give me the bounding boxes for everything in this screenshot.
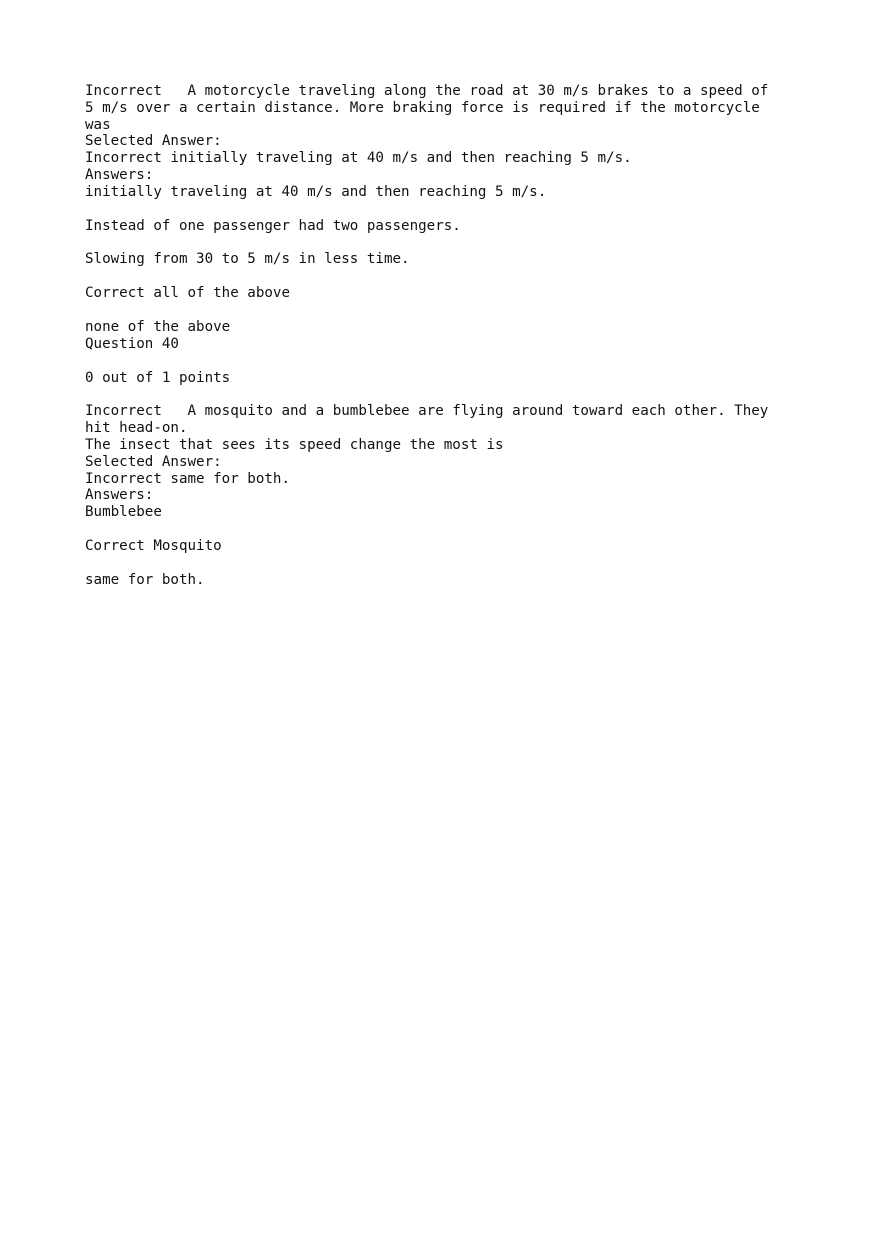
q40-selected-answer-label: Selected Answer:	[85, 453, 222, 470]
q39-answer-option: Correct all of the above	[85, 285, 290, 302]
q40-answer-option: Bumblebee	[85, 504, 162, 521]
spacer	[85, 555, 805, 572]
spacer	[85, 386, 805, 403]
spacer	[85, 201, 805, 218]
q40-prompt-line-2: hit head-on.	[85, 420, 188, 437]
spacer	[85, 521, 805, 538]
q39-prompt-line-1: Incorrect A motorcycle traveling along the road at 30 m/s brakes to a speed of	[85, 83, 769, 99]
q40-answer-option: Correct Mosquito	[85, 537, 222, 554]
q39-prompt-line-3: was	[85, 116, 111, 133]
q39-answer-option: Instead of one passenger had two passengers.	[85, 217, 461, 234]
q39-selected-answer-label: Selected Answer:	[85, 133, 222, 150]
q39-answers-label: Answers:	[85, 166, 154, 183]
q40-answer-option: same for both.	[85, 571, 205, 588]
q39-selected-answer: Incorrect initially traveling at 40 m/s and then reaching 5 m/s.	[85, 150, 632, 167]
q40-answers-label: Answers:	[85, 487, 154, 504]
q40-prompt-line-1: Incorrect A mosquito and a bumblebee are flying around toward each other. They	[85, 403, 769, 420]
q39-answer-option: initially traveling at 40 m/s and then reaching 5 m/s.	[85, 183, 547, 200]
q40-heading: Question 40	[85, 335, 179, 352]
q40-selected-answer: Incorrect same for both.	[85, 470, 290, 487]
spacer	[85, 268, 805, 285]
q39-prompt-line-2: 5 m/s over a certain distance. More braking force is required if the motorcycle	[85, 99, 760, 116]
spacer	[85, 302, 805, 319]
q40-points: 0 out of 1 points	[85, 369, 231, 386]
spacer	[85, 234, 805, 251]
q40-prompt-line-3: The insect that sees its speed change the most is	[85, 436, 504, 453]
document-page	[85, 83, 805, 589]
q39-answer-option: Slowing from 30 to 5 m/s in less time.	[85, 251, 410, 268]
spacer	[85, 353, 805, 370]
q39-answer-option: none of the above	[85, 318, 231, 335]
